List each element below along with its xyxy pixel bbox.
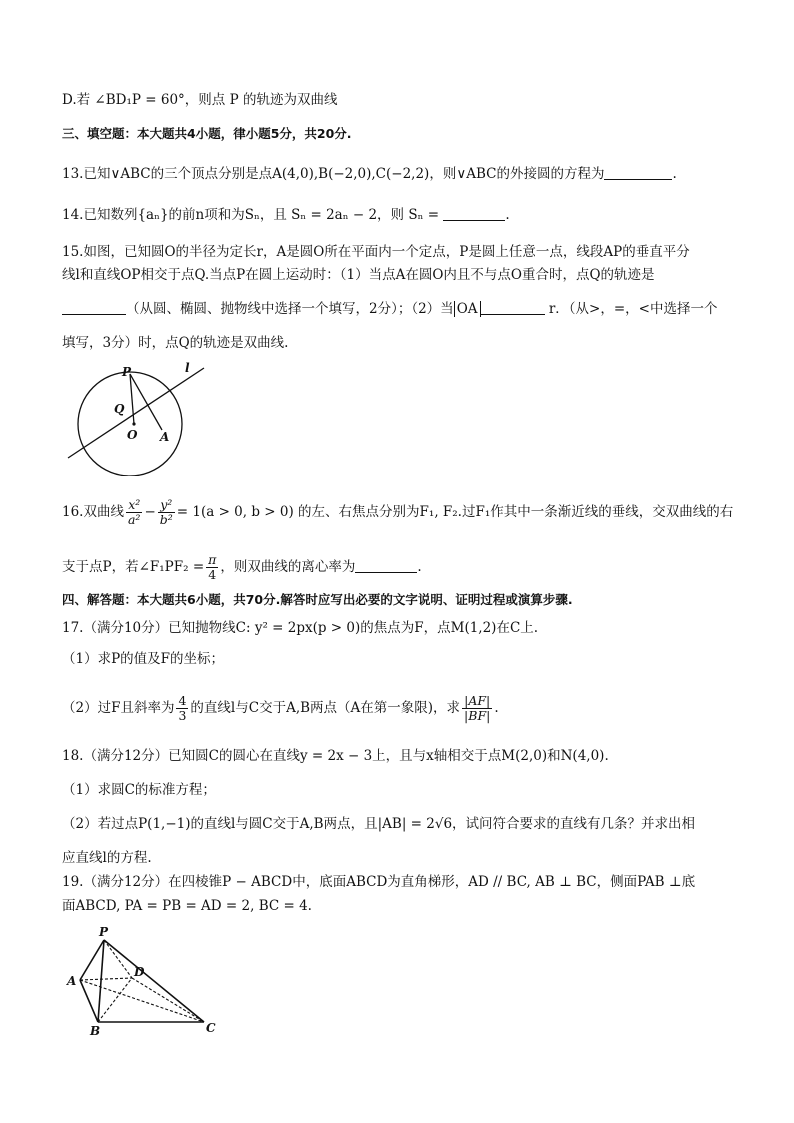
question-16-line1 — [62, 498, 733, 527]
minus-sign: − — [144, 504, 156, 520]
question-15-line2: 线l和直线OP相交于点Q.当点P在圆上运动时：（1）当点A在圆O内且不与点O重合时，点Q的轨迹是 — [62, 267, 655, 283]
label-a: A — [67, 974, 77, 988]
question-16-end: . — [417, 559, 422, 575]
question-13 — [62, 164, 677, 184]
point-o — [132, 422, 135, 425]
question-17: 17.（满分10分）已知抛物线C: y² = 2px(p > 0)的焦点为F，点M(1,2)在C上. — [62, 620, 539, 636]
label-a: A — [160, 430, 170, 444]
abs-oa: OA — [454, 301, 481, 317]
question-18-part2-cont: 应直线l的方程. — [62, 850, 152, 866]
figure-circle — [62, 358, 212, 476]
section-solution-heading: 四、解答题：本大题共6小题，共70分.解答时应写出必要的文字说明、证明过程或演算步骤. — [62, 592, 573, 607]
question-17-part1: （1）求P的值及F的坐标； — [62, 651, 225, 667]
line-l — [68, 368, 204, 458]
question-18-part2: （2）若过点P(1,−1)的直线l与圆C交于A,B两点，且|AB| = 2√6，试问符合要求的直线有几条？并求出相 — [62, 816, 696, 832]
question-14-end: . — [505, 207, 510, 223]
question-15-line1: 15.如图，已知圆O的半径为定长r，A是圆O所在平面内一个定点，P是圆上任意一点，线段AP的垂直平分 — [62, 244, 690, 260]
figure-pyramid — [62, 922, 232, 1037]
circle-o — [78, 372, 182, 476]
answer-blank-15-2[interactable] — [481, 300, 545, 315]
question-16-prefix: 16.双曲线 — [62, 504, 124, 520]
label-d: D — [134, 965, 145, 979]
question-16-line2 — [62, 553, 422, 582]
question-16-text-a: 支于点P，若∠F₁PF₂ = — [62, 559, 205, 575]
label-p: P — [99, 925, 109, 939]
question-17-part2-end: . — [494, 700, 499, 716]
label-p: P — [122, 365, 132, 379]
question-15-line4: 填写，3分）时，点Q的轨迹是双曲线. — [62, 335, 289, 351]
question-15-line3 — [62, 299, 717, 319]
question-17-part2-text-b: 的直线l与C交于A,B两点（A在第一象限)，求 — [190, 700, 461, 716]
question-13-text: 13.已知∨ABC的三个顶点分别是点A(4,0),B(−2,0),C(−2,2)，则∨ABC的外接圆的方程为 — [62, 166, 605, 182]
fraction-pi-4: $\frac{\pi}{4}$ — [208, 552, 217, 582]
segment-pa — [130, 374, 162, 430]
question-13-end: . — [672, 166, 677, 182]
answer-blank-16[interactable] — [355, 558, 417, 573]
question-14-text: 14.已知数列{aₙ}的前n项和为Sₙ，且 Sₙ = 2aₙ − 2，则 Sₙ = — [62, 207, 440, 223]
question-14 — [62, 205, 510, 225]
fraction-af-bf: $\frac{|AF|}{|BF|}$ — [464, 693, 491, 723]
question-16-text-b: ，则双曲线的离心率为 — [220, 559, 356, 575]
section-fill-in-heading: 三、填空题：本大题共4小题，律小题5分，共20分. — [62, 126, 352, 141]
fraction-x2-a2: $\frac{\text{x²}}{\text{a²}}$ — [127, 497, 141, 527]
fraction-y2-b2: $\frac{\text{y²}}{\text{b²}}$ — [159, 497, 173, 527]
question-18: 18.（满分12分）已知圆C的圆心在直线y = 2x − 3上，且与x轴相交于点M(2,0)和N(4,0). — [62, 748, 609, 764]
label-q: Q — [114, 402, 125, 416]
label-o: O — [127, 428, 138, 442]
question-15-line3-text-a: （从圆、椭圆、抛物线中选择一个填写，2分）；（2）当 — [126, 301, 454, 317]
question-17-part2-text-a: （2）过F且斜率为 — [62, 700, 175, 716]
question-18-part1: （1）求圆C的标准方程； — [62, 782, 216, 798]
question-16-text: = 1(a > 0, b > 0) 的左、右焦点分别为F₁, F₂.过F₁作其中一条渐近线的垂线，交双曲线的右 — [176, 504, 734, 520]
question-19-line1: 19.（满分12分）在四棱锥P − ABCD中，底面ABCD为直角梯形，AD // BC, AB ⊥ BC，侧面PAB ⊥底 — [62, 874, 696, 890]
label-l: l — [185, 361, 190, 375]
answer-blank-14[interactable] — [443, 206, 505, 221]
question-17-part2 — [62, 694, 499, 723]
answer-blank-15-1[interactable] — [62, 300, 126, 315]
fraction-slope: $\frac{4}{3}$ — [178, 693, 187, 723]
option-d: D.若 ∠BD₁P = 60°，则点 P 的轨迹为双曲线 — [62, 92, 338, 108]
question-19-line2: 面ABCD, PA = PB = AD = 2, BC = 4. — [62, 898, 312, 914]
question-15-line3-text-b: r．（从>，=，<中选择一个 — [548, 301, 718, 317]
label-c: C — [206, 1021, 216, 1035]
answer-blank-13[interactable] — [604, 165, 672, 180]
label-b: B — [90, 1024, 101, 1037]
